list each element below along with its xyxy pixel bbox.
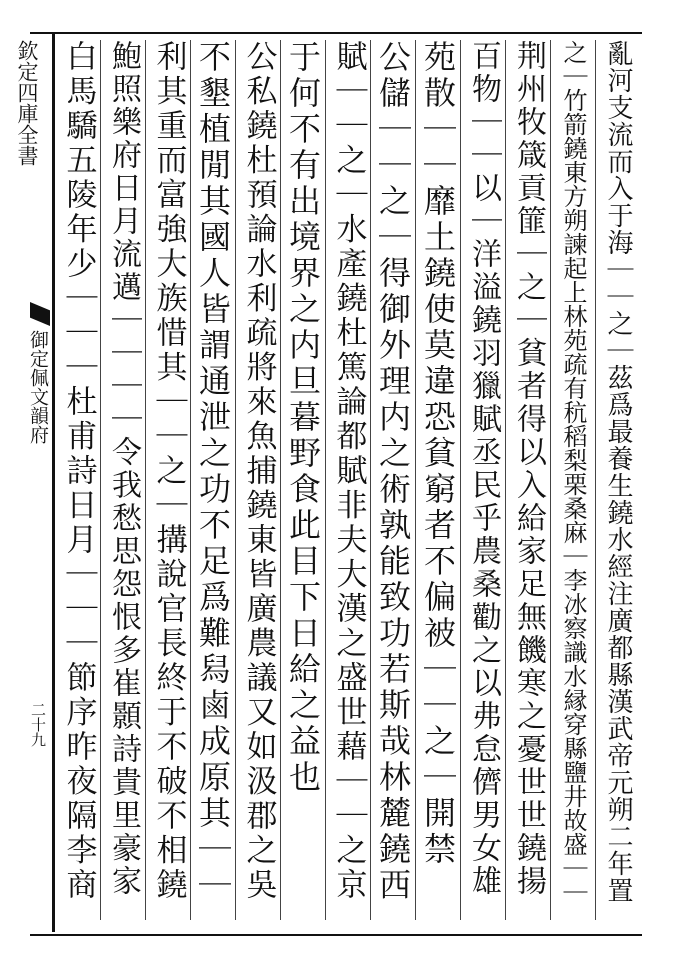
text-column (460, 40, 505, 920)
column-text: 公私鐃杜預論水利疏將來魚捕鐃東皆廣農議又如汲郡之吳 (240, 40, 277, 903)
text-column (235, 40, 280, 920)
column-text: 公儲｜｜之｜得御外理内之術孰能致功若斯哉林麓鐃西 (374, 40, 412, 904)
text-column (505, 40, 550, 920)
text-column (370, 40, 415, 920)
text-columns (56, 40, 640, 920)
margin-book-title: 御定佩文韻府 (27, 330, 49, 444)
text-column (550, 40, 595, 920)
column-text: 苑散｜｜靡土鐃使莫違恐貧窮者不偏被｜｜之｜開禁 (419, 40, 457, 868)
column-text: 于何不有出境界之内旦暮野食此目下日給之益也 (284, 40, 322, 796)
column-text: 利其重而富強大族惜其｜｜之｜搆說官長終于不破不相鐃 (150, 40, 187, 903)
text-column (56, 40, 100, 920)
column-text: 賦｜｜之｜水產鐃杜篤論都賦非夫大漢之盛世藉｜｜之京 (330, 40, 367, 903)
column-text: 鮑照樂府日月流邁｜｜｜｜令我愁思怨恨多崔顥詩貴里豪家 (106, 40, 141, 898)
text-column (595, 40, 640, 920)
text-column (190, 40, 235, 920)
column-text: 白馬驕五陵年少｜｜｜杜甫詩日月｜｜｜節序昨夜隔李商 (60, 40, 97, 903)
margin-title: 欽定四庫全書 (15, 40, 39, 166)
column-text: 亂河支流而入于海｜｜之｜茲爲最養生鐃水經注廣都縣漢武帝元朔二年置 (603, 40, 633, 904)
margin-strip (0, 32, 55, 932)
text-column (145, 40, 190, 920)
column-text: 百物｜｜以｜洋溢鐃羽獵賦丞民乎農桑勸之以弗怠儕男女雄 (466, 40, 501, 898)
page-number: 二十九 (29, 702, 47, 747)
column-text: 之｜竹箭鐃東方朔諫起上林苑疏有秔稻梨栗桑麻｜李冰察識水縁穿縣鹽井故盛｜｜ (559, 40, 587, 904)
column-text: 不墾植閒其國人皆謂通泄之功不足爲難舄鹵成原其｜｜ (194, 40, 232, 904)
text-column (100, 40, 145, 920)
column-text: 荆州牧箴貢篚｜之｜貧者得以入給家足無饑寒之憂世世鐃揚 (511, 40, 546, 898)
text-column (415, 40, 460, 920)
text-column (325, 40, 370, 920)
text-column (280, 40, 325, 920)
